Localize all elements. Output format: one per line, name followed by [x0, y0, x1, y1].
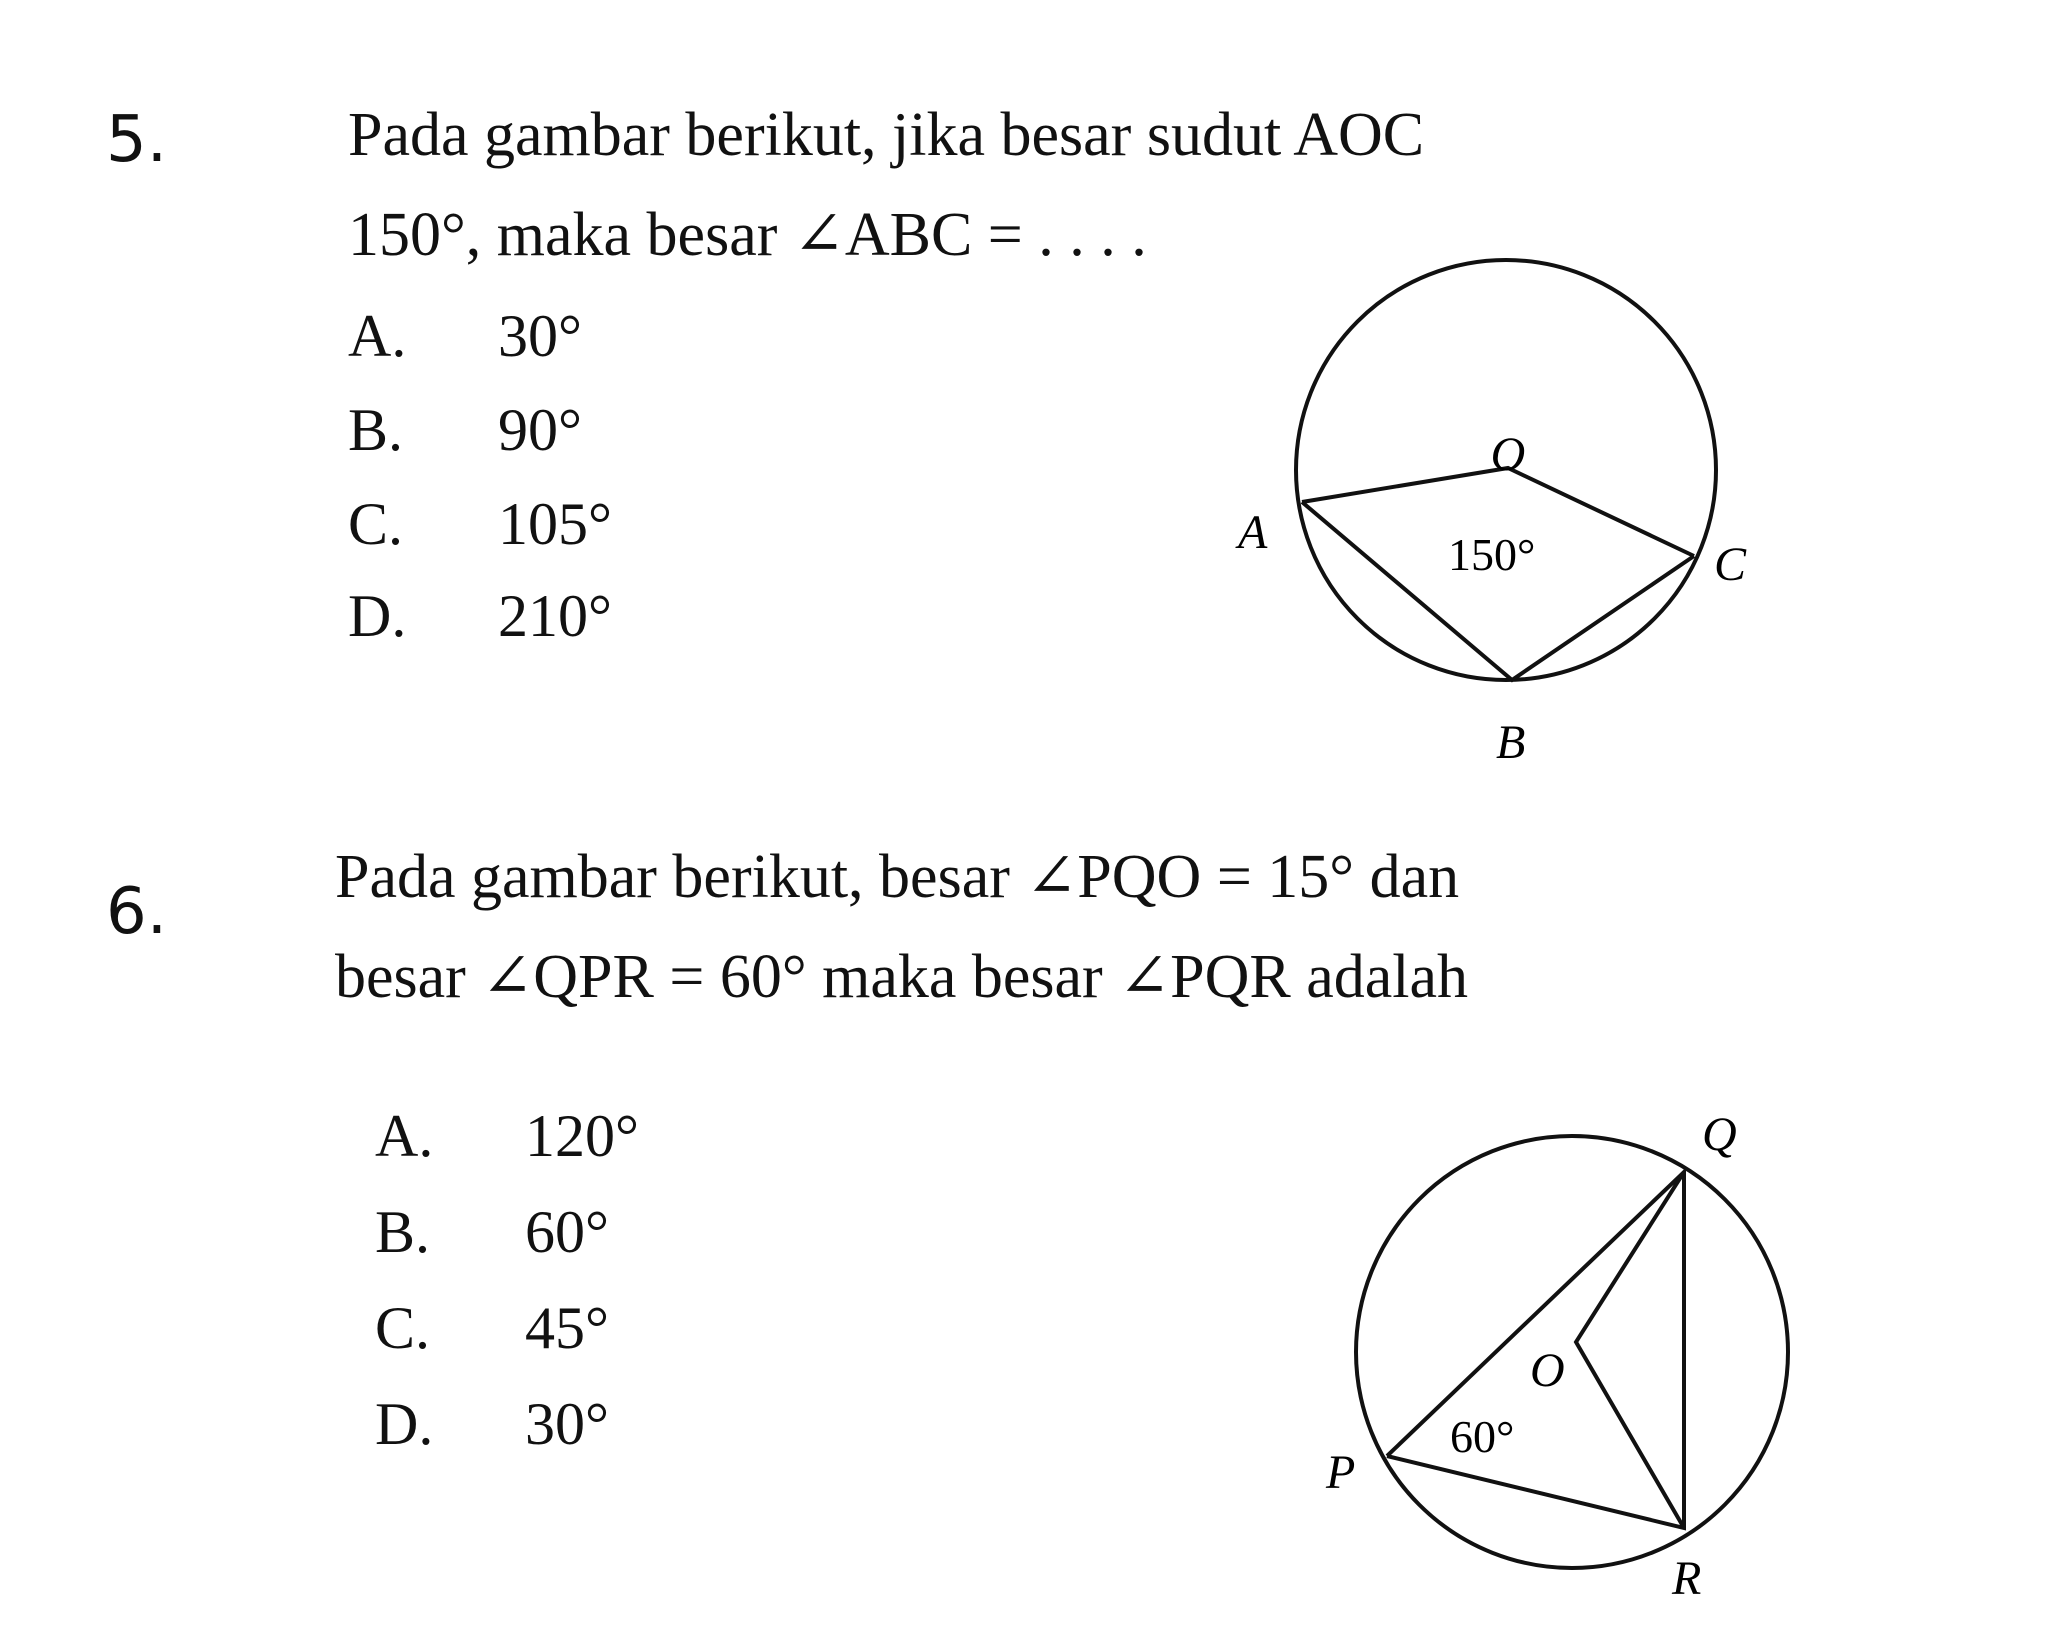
- question-text-line-1: Pada gambar berikut, besar ∠PQO = 15° dan: [335, 843, 1460, 911]
- option-value: 105°: [498, 491, 612, 557]
- option-value: 60°: [525, 1199, 609, 1265]
- label-point-p: P: [1326, 1446, 1356, 1499]
- label-point-o: O: [1490, 428, 1526, 481]
- angle-label: 60°: [1450, 1411, 1515, 1462]
- figure-q6: [1356, 1136, 1788, 1568]
- question-text-line-2: 150°, maka besar ∠ABC = . . . .: [348, 201, 1147, 269]
- option-value: 120°: [525, 1103, 639, 1169]
- question-text-line-1: Pada gambar berikut, jika besar sudut AOC: [348, 101, 1425, 169]
- option-letter: D.: [375, 1391, 434, 1457]
- option-value: 90°: [498, 397, 582, 463]
- question-text-line-2: besar ∠QPR = 60° maka besar ∠PQR adalah: [335, 943, 1469, 1011]
- option-letter: B.: [375, 1199, 431, 1265]
- option-letter: C.: [375, 1295, 431, 1361]
- label-point-o: O: [1530, 1344, 1565, 1397]
- question-number: 5.: [106, 103, 168, 177]
- option-letter: B.: [348, 397, 404, 463]
- option-letter: C.: [348, 491, 404, 557]
- label-point-q: Q: [1702, 1108, 1737, 1161]
- option-value: 30°: [498, 303, 582, 369]
- question-number: 6.: [106, 875, 168, 949]
- option-value: 30°: [525, 1391, 609, 1457]
- label-point-a: A: [1238, 506, 1268, 559]
- label-point-r: R: [1672, 1552, 1702, 1605]
- label-point-c: C: [1714, 538, 1747, 591]
- option-letter: D.: [348, 583, 407, 649]
- option-letter: A.: [348, 303, 407, 369]
- angle-label: 150°: [1448, 529, 1536, 580]
- option-value: 45°: [525, 1295, 609, 1361]
- option-letter: A.: [375, 1103, 434, 1169]
- circle-q6: [1356, 1136, 1788, 1568]
- label-point-b: B: [1496, 716, 1526, 769]
- option-value: 210°: [498, 583, 612, 649]
